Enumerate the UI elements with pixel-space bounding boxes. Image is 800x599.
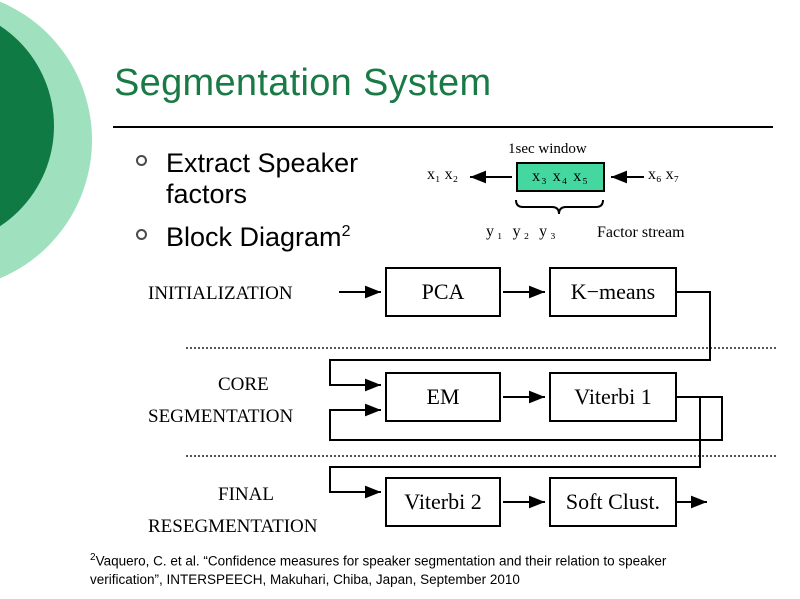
factor-symbols-label: y₁ y₂ y₃ bbox=[486, 223, 559, 240]
node-viterbi-2: Viterbi 2 bbox=[385, 477, 501, 527]
bullet-label: Extract Speaker factors bbox=[166, 148, 359, 210]
window-label: 1sec window bbox=[508, 141, 587, 157]
bullet-label: Block Diagram bbox=[166, 222, 342, 252]
left-frames-label: x₁ x₂ bbox=[427, 166, 459, 183]
row-label-resegmentation: RESEGMENTATION bbox=[148, 516, 318, 537]
section-divider-2 bbox=[186, 455, 776, 457]
node-viterbi-1: Viterbi 1 bbox=[549, 372, 677, 422]
bullet-superscript: 2 bbox=[341, 223, 351, 240]
row-label-core: CORE bbox=[218, 374, 269, 395]
footnote bbox=[90, 551, 730, 589]
row-label-initialization: INITIALIZATION bbox=[148, 283, 293, 304]
footnote-superscript: 2 bbox=[90, 552, 96, 563]
node-soft-clust: Soft Clust. bbox=[549, 477, 677, 527]
bullet-marker-icon bbox=[136, 229, 147, 240]
window-box: x₃ x₄ x₅ bbox=[516, 162, 605, 192]
row-label-segmentation: SEGMENTATION bbox=[148, 406, 294, 427]
node-em: EM bbox=[385, 372, 501, 422]
factor-stream-label: Factor stream bbox=[597, 224, 685, 241]
section-divider-1 bbox=[186, 347, 776, 349]
bullet-item-extract-speaker-factors bbox=[166, 148, 426, 210]
row-label-final: FINAL bbox=[218, 484, 274, 505]
bullet-marker-icon bbox=[136, 155, 147, 166]
footnote-text: Vaquero, C. et al. “Confidence measures for speaker segmentation and their relation to speaker verification”, INTERSPEECH, Makuhari, Chiba, Japan, September 2010 bbox=[90, 553, 667, 587]
node-k-means: K−means bbox=[549, 267, 677, 317]
page-title: Segmentation System bbox=[114, 62, 492, 104]
node-pca: PCA bbox=[385, 267, 501, 317]
right-frames-label: x₆ x₇ bbox=[648, 166, 680, 183]
bullet-item-block-diagram bbox=[166, 222, 466, 253]
title-divider bbox=[113, 126, 773, 128]
